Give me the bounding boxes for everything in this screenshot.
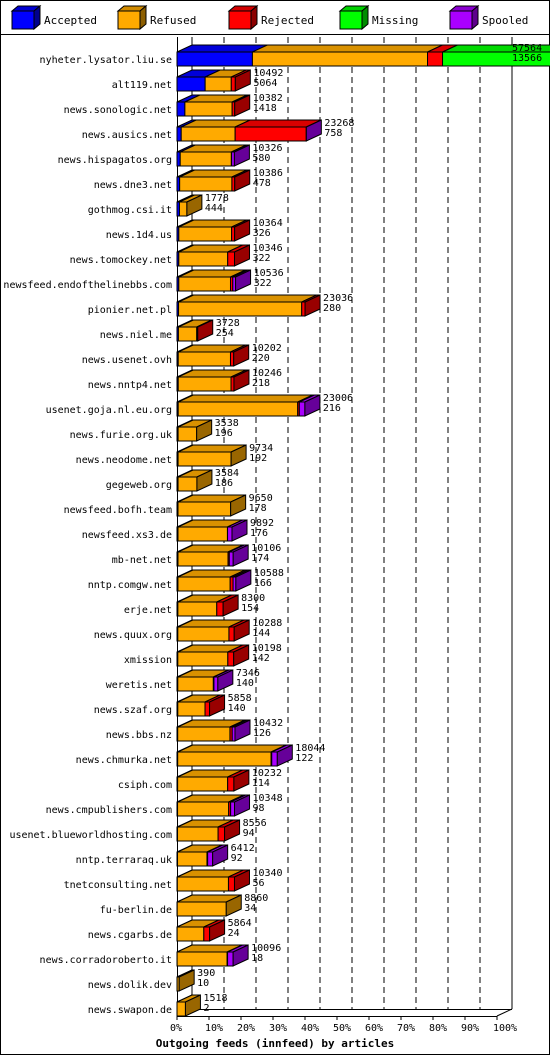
category-label: news.dne3.net bbox=[94, 180, 172, 191]
offered-value-label: 10096 bbox=[251, 943, 281, 954]
offered-value-label: 8300 bbox=[241, 593, 265, 604]
legend-label: Refused bbox=[150, 14, 196, 27]
category-label: usenet.goja.nl.eu.org bbox=[46, 405, 172, 416]
offered-value-label: 10326 bbox=[252, 143, 282, 154]
bar-segment-refused bbox=[178, 677, 214, 691]
category-label: gegeweb.org bbox=[106, 480, 172, 491]
bar-segment-refused bbox=[178, 627, 229, 641]
offered-value-label: 7346 bbox=[236, 668, 260, 679]
bar-top-refused bbox=[178, 395, 313, 402]
category-label: newsfeed.bofh.team bbox=[64, 505, 172, 516]
bar-segment-accepted bbox=[177, 102, 185, 116]
offered-value-label: 10340 bbox=[252, 868, 282, 879]
category-label: news.nntp4.net bbox=[88, 380, 172, 391]
category-label: news.sonologic.net bbox=[64, 105, 172, 116]
category-label: news.hispagatos.org bbox=[58, 155, 172, 166]
x-tick-label: 40% bbox=[301, 1023, 319, 1034]
accepted-value-label: 13566 bbox=[512, 53, 542, 64]
accepted-value-label: 114 bbox=[252, 778, 270, 789]
bar-segment-refused bbox=[179, 227, 232, 241]
accepted-value-label: 166 bbox=[254, 578, 272, 589]
floor-edge-right bbox=[497, 1009, 512, 1016]
accepted-value-label: 144 bbox=[252, 628, 270, 639]
accepted-value-label: 758 bbox=[324, 128, 342, 139]
accepted-value-label: 322 bbox=[253, 253, 271, 264]
accepted-value-label: 192 bbox=[249, 453, 267, 464]
category-label: alt119.net bbox=[112, 80, 172, 91]
offered-value-label: 5858 bbox=[228, 693, 252, 704]
category-label: nntp.terraraq.uk bbox=[76, 855, 172, 866]
accepted-value-label: 5064 bbox=[253, 78, 277, 89]
accepted-value-label: 142 bbox=[252, 653, 270, 664]
bar-segment-accepted bbox=[177, 52, 252, 66]
offered-value-label: 18044 bbox=[295, 743, 325, 754]
category-label: news.dolik.dev bbox=[88, 980, 172, 991]
offered-value-label: 10386 bbox=[253, 168, 283, 179]
category-label: news.chmurka.net bbox=[76, 755, 172, 766]
bar-segment-rejected bbox=[228, 252, 235, 266]
x-axis-title: Outgoing feeds (innfeed) by articles bbox=[156, 1037, 394, 1050]
bar-segment-spooled bbox=[231, 802, 235, 816]
legend-label: Rejected bbox=[261, 14, 314, 27]
category-label: news.quux.org bbox=[94, 630, 172, 641]
bar-segment-refused bbox=[178, 327, 196, 341]
category-label: news.usenet.ovh bbox=[82, 355, 172, 366]
bar-segment-refused bbox=[179, 202, 186, 216]
category-label: nntp.comgw.net bbox=[88, 580, 172, 591]
offered-value-label: 9650 bbox=[249, 493, 273, 504]
offered-value-label: 10346 bbox=[253, 243, 283, 254]
bar-segment-refused bbox=[178, 827, 219, 841]
bar-segment-refused bbox=[178, 702, 205, 716]
x-tick-label: 30% bbox=[269, 1023, 287, 1034]
category-label: mb-net.net bbox=[112, 555, 172, 566]
x-tick-label: 60% bbox=[365, 1023, 383, 1034]
offered-value-label: 6412 bbox=[231, 843, 255, 854]
offered-value-label: 1518 bbox=[203, 993, 227, 1004]
bar-segment-accepted bbox=[177, 127, 181, 141]
category-label: fu-berlin.de bbox=[100, 905, 172, 916]
offered-value-label: 23036 bbox=[323, 293, 353, 304]
category-label: usenet.blueworldhosting.com bbox=[9, 830, 172, 841]
offered-value-label: 3584 bbox=[215, 468, 239, 479]
bar-segment-rejected bbox=[235, 127, 306, 141]
accepted-value-label: 154 bbox=[241, 603, 259, 614]
category-label: news.bbs.nz bbox=[106, 730, 172, 741]
x-tick-label: 80% bbox=[429, 1023, 447, 1034]
bar-segment-refused bbox=[177, 1002, 185, 1016]
bar-segment-refused bbox=[178, 477, 197, 491]
category-label: pionier.net.pl bbox=[88, 305, 172, 316]
offered-value-label: 23006 bbox=[323, 393, 353, 404]
legend-swatch bbox=[12, 11, 34, 29]
bar-segment-rejected bbox=[231, 77, 235, 91]
bar-segment-rejected bbox=[229, 627, 234, 641]
category-label: news.ausics.net bbox=[82, 130, 172, 141]
category-label: news.neodome.net bbox=[76, 455, 172, 466]
offered-value-label: 3728 bbox=[216, 318, 240, 329]
category-label: xmission bbox=[124, 655, 172, 666]
bar-segment-refused bbox=[180, 177, 232, 191]
accepted-value-label: 178 bbox=[249, 503, 267, 514]
bar-segment-rejected bbox=[204, 927, 210, 941]
bar-segment-refused bbox=[178, 652, 228, 666]
accepted-value-label: 176 bbox=[250, 528, 268, 539]
accepted-value-label: 254 bbox=[216, 328, 234, 339]
accepted-value-label: 322 bbox=[254, 278, 272, 289]
accepted-value-label: 196 bbox=[215, 428, 233, 439]
bar-segment-refused bbox=[205, 77, 231, 91]
bar-segment-spooled bbox=[299, 402, 305, 416]
offered-value-label: 8860 bbox=[244, 893, 268, 904]
accepted-value-label: 186 bbox=[215, 478, 233, 489]
bar-segment-refused bbox=[178, 602, 217, 616]
legend-swatch bbox=[450, 11, 472, 29]
accepted-value-label: 218 bbox=[252, 378, 270, 389]
x-tick-label: 70% bbox=[397, 1023, 415, 1034]
category-label: erje.net bbox=[124, 605, 172, 616]
category-label: nyheter.lysator.liu.se bbox=[40, 55, 172, 66]
category-label: news.szaf.org bbox=[94, 705, 172, 716]
accepted-value-label: 34 bbox=[244, 903, 256, 914]
bar-top-refused bbox=[252, 45, 442, 52]
bar-segment-refused bbox=[178, 577, 230, 591]
category-label: news.corradoroberto.it bbox=[40, 955, 172, 966]
accepted-value-label: 174 bbox=[251, 553, 269, 564]
bar-segment-refused bbox=[178, 352, 230, 366]
accepted-value-label: 126 bbox=[253, 728, 271, 739]
bar-segment-accepted bbox=[177, 77, 205, 91]
accepted-value-label: 1418 bbox=[253, 103, 277, 114]
category-label: news.furie.org.uk bbox=[70, 430, 172, 441]
bar-segment-refused bbox=[178, 752, 271, 766]
accepted-value-label: 92 bbox=[231, 853, 243, 864]
bar-segment-refused bbox=[185, 102, 232, 116]
bar-segment-refused bbox=[252, 52, 427, 66]
offered-value-label: 1778 bbox=[205, 193, 229, 204]
bar-segment-refused bbox=[178, 452, 231, 466]
bar-segment-refused bbox=[177, 877, 228, 891]
accepted-value-label: 444 bbox=[205, 203, 223, 214]
x-tick-label: 20% bbox=[237, 1023, 255, 1034]
offered-value-label: 10432 bbox=[253, 718, 283, 729]
bar-segment-rejected bbox=[428, 52, 443, 66]
offered-value-label: 10202 bbox=[252, 343, 282, 354]
bar-segment-refused bbox=[177, 902, 226, 916]
legend-swatch bbox=[229, 11, 251, 29]
x-tick-label: 100% bbox=[493, 1023, 517, 1034]
bar-segment-refused bbox=[178, 402, 298, 416]
category-label: news.swapon.de bbox=[88, 1005, 172, 1016]
bar-segment-refused bbox=[179, 252, 228, 266]
accepted-value-label: 140 bbox=[228, 703, 246, 714]
category-label: news.tomockey.net bbox=[70, 255, 172, 266]
bar-segment-refused bbox=[180, 152, 231, 166]
bar-segment-spooled bbox=[214, 677, 218, 691]
bar-segment-refused bbox=[177, 952, 227, 966]
bar-segment-spooled bbox=[229, 552, 233, 566]
x-tick-label: 50% bbox=[333, 1023, 351, 1034]
offered-value-label: 10288 bbox=[252, 618, 282, 629]
category-label: weretis.net bbox=[106, 680, 172, 691]
bar-segment-refused bbox=[178, 527, 227, 541]
accepted-value-label: 98 bbox=[253, 803, 265, 814]
category-label: news.cgarbs.de bbox=[88, 930, 172, 941]
category-label: news.cmpublishers.com bbox=[46, 805, 172, 816]
category-label: newsfeed.xs3.de bbox=[82, 530, 172, 541]
bar-segment-rejected bbox=[205, 702, 210, 716]
offered-value-label: 10364 bbox=[253, 218, 283, 229]
accepted-value-label: 326 bbox=[253, 228, 271, 239]
x-tick-label: 90% bbox=[461, 1023, 479, 1034]
offered-value-label: 10232 bbox=[252, 768, 282, 779]
offered-value-label: 5864 bbox=[228, 918, 252, 929]
offered-value-label: 3538 bbox=[215, 418, 239, 429]
accepted-value-label: 216 bbox=[323, 403, 341, 414]
accepted-value-label: 280 bbox=[323, 303, 341, 314]
accepted-value-label: 140 bbox=[236, 678, 254, 689]
legend-label: Spooled bbox=[482, 14, 528, 27]
offered-value-label: 10382 bbox=[253, 93, 283, 104]
legend-swatch bbox=[118, 11, 140, 29]
offered-value-label: 10588 bbox=[254, 568, 284, 579]
offered-value-label: 9734 bbox=[249, 443, 273, 454]
bar-segment-refused bbox=[177, 927, 204, 941]
offered-value-label: 390 bbox=[197, 968, 215, 979]
category-label: csiph.com bbox=[118, 780, 172, 791]
accepted-value-label: 56 bbox=[252, 878, 264, 889]
accepted-value-label: 24 bbox=[228, 928, 240, 939]
offered-value-label: 10492 bbox=[253, 68, 283, 79]
accepted-value-label: 94 bbox=[243, 828, 255, 839]
bar-segment-refused bbox=[179, 302, 302, 316]
bar-segment-refused bbox=[178, 727, 230, 741]
bar-segment-refused bbox=[178, 552, 228, 566]
legend-label: Missing bbox=[372, 14, 418, 27]
bar-top-refused bbox=[178, 745, 286, 752]
accepted-value-label: 122 bbox=[295, 753, 313, 764]
bar-segment-spooled bbox=[228, 952, 234, 966]
offered-value-label: 10348 bbox=[253, 793, 283, 804]
offered-value-label: 9892 bbox=[250, 518, 274, 529]
bar-segment-refused bbox=[181, 127, 235, 141]
category-label: news.niel.me bbox=[100, 330, 172, 341]
bar-segment-rejected bbox=[228, 777, 234, 791]
offered-value-label: 10536 bbox=[254, 268, 284, 279]
bar-segment-rejected bbox=[228, 652, 234, 666]
category-label: gothmog.csi.it bbox=[88, 205, 172, 216]
x-tick-label: 10% bbox=[205, 1023, 223, 1034]
bar-segment-refused bbox=[178, 427, 197, 441]
bar-segment-refused bbox=[178, 777, 228, 791]
bar-segment-refused bbox=[178, 502, 231, 516]
offered-value-label: 10198 bbox=[252, 643, 282, 654]
bar-segment-refused bbox=[179, 277, 231, 291]
bar-segment-rejected bbox=[302, 302, 305, 316]
accepted-value-label: 580 bbox=[252, 153, 270, 164]
category-label: news.1d4.us bbox=[106, 230, 172, 241]
accepted-value-label: 10 bbox=[197, 978, 209, 989]
accepted-value-label: 2 bbox=[203, 1003, 209, 1014]
category-label: tnetconsulting.net bbox=[64, 880, 172, 891]
bar-segment-spooled bbox=[208, 852, 213, 866]
legend-swatch bbox=[340, 11, 362, 29]
category-label: newsfeed.endofthelinebbs.com bbox=[3, 280, 172, 291]
bar-segment-rejected bbox=[217, 602, 223, 616]
bar-segment-spooled bbox=[228, 527, 232, 541]
bar-top-refused bbox=[179, 295, 317, 302]
offered-value-label: 57564 bbox=[512, 43, 542, 54]
offered-value-label: 8556 bbox=[243, 818, 267, 829]
offered-value-label: 23268 bbox=[324, 118, 354, 129]
offered-value-label: 10106 bbox=[251, 543, 281, 554]
bar-segment-rejected bbox=[228, 877, 234, 891]
bar-segment-spooled bbox=[272, 752, 278, 766]
bar-segment-refused bbox=[178, 802, 229, 816]
accepted-value-label: 220 bbox=[252, 353, 270, 364]
legend-label: Accepted bbox=[44, 14, 97, 27]
accepted-value-label: 18 bbox=[251, 953, 263, 964]
bar-segment-refused bbox=[178, 852, 207, 866]
offered-value-label: 10246 bbox=[252, 368, 282, 379]
bar-segment-refused bbox=[178, 377, 231, 391]
bar-segment-rejected bbox=[218, 827, 224, 841]
accepted-value-label: 478 bbox=[253, 178, 271, 189]
x-tick-label: 0% bbox=[170, 1023, 182, 1034]
